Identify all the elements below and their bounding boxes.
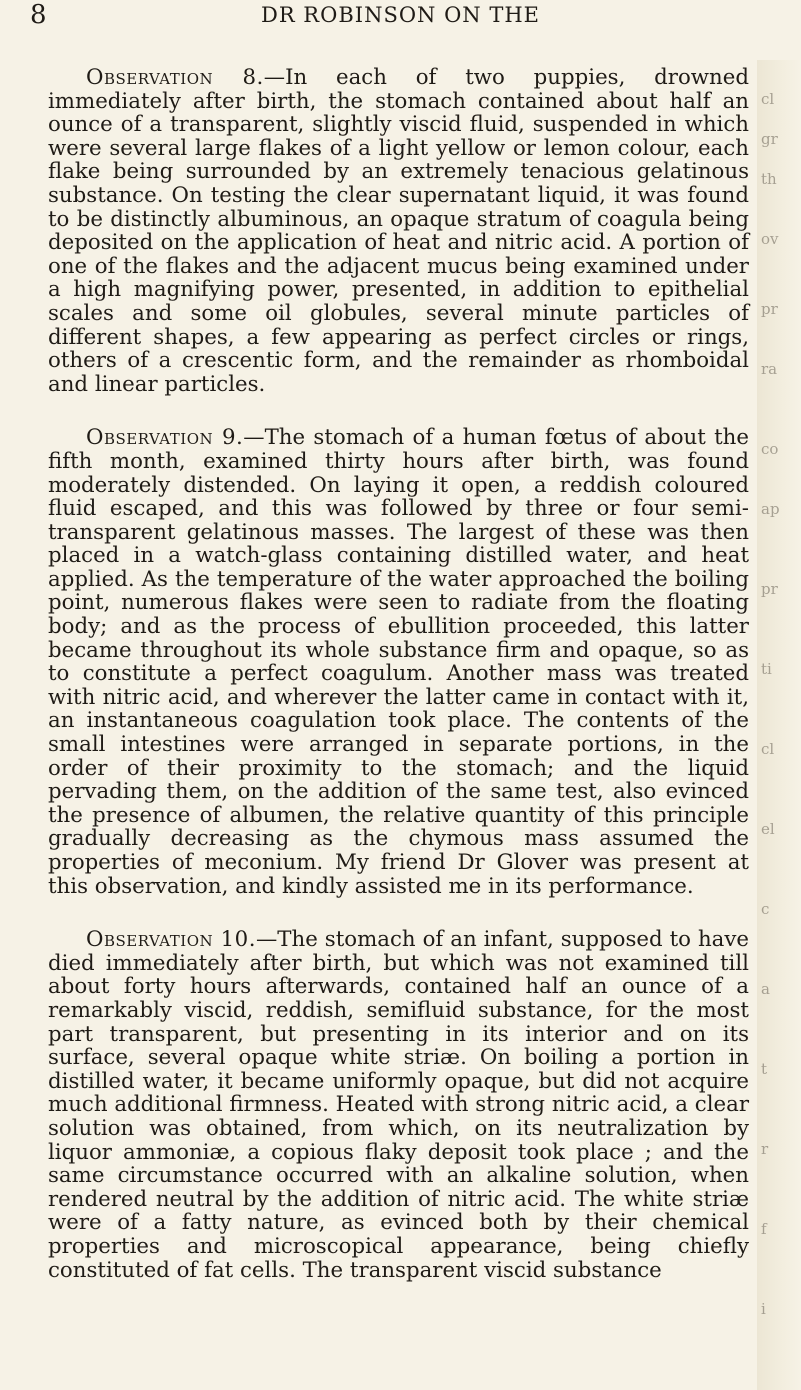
text-column — [48, 66, 749, 1282]
observation-10-paragraph — [48, 928, 749, 1282]
observation-9-heading: Observation 9. — [86, 425, 244, 451]
observation-9-paragraph — [48, 426, 749, 898]
observation-10-text: —The stomach of an infant, supposed to have died immediately after birth, but which was not examined till about forty hours afterwards, contained half an ounce of a remarkably viscid, reddish, semifluid substance, for the most part transparent, but presenting in its interior and on its surface, several opaque white striæ. On boiling a portion in distilled water, it became uniformly opaque, but did not acquire much additional firmness. Heated with strong nitric acid, a clear solution was obtained, from which, on its neutralization by liquor ammoniæ, a copious flaky deposit took place ; and the same circumstance occurred with an alkaline solution, when rendered neutral by the addition of nitric acid. The white striæ were of a fatty nature, as evinced both by their chemical properties and microscopical appearance, being chiefly constituted of fat cells. The transparent viscid substance — [48, 927, 749, 1283]
observation-10-heading: Observation 10. — [86, 927, 256, 953]
page-number: 8 — [30, 0, 47, 30]
observation-9-text: —The stomach of a human fœtus of about the fifth month, examined thirty hours after birth, was found moderately distended. On laying it open, a reddish coloured fluid escaped, and this was followed by three or four semi-transparent gelatinous masses. The largest of these was then placed in a watch-glass containing distilled water, and heat applied. As the temperature of the water approached the boiling point, numerous flakes were seen to radiate from the floating body; and as the process of ebullition proceeded, this latter became throughout its whole substance firm and opaque, so as to constitute a perfect coagulum. Another mass was treated with nitric acid, and wherever the latter came in contact with it, an instantaneous coagulation took place. The contents of the small intestines were arranged in separate portions, in the order of their proximity to the stomach; and the liquid pervading them, on the addition of the same test, also evinced the presence of albumen, the relative quantity of this principle gradually decreasing as the chymous mass assumed the properties of meconium. My friend Dr Glover was present at this observation, and kindly assisted me in its performance. — [48, 425, 749, 899]
observation-8-paragraph — [48, 66, 749, 396]
running-head: DR ROBINSON ON THE — [260, 3, 541, 27]
observation-8-text: —In each of two puppies, drowned immediately after birth, the stomach contained about half an ounce of a transparent, slightly viscid fluid, suspended in which were several large flakes of a light yellow or lemon colour, each flake being surrounded by an extremely tenacious gelatinous substance. On testing the clear supernatant liquid, it was found to be distinctly albuminous, an opaque stratum of coagula being deposited on the application of heat and nitric acid. A portion of one of the flakes and the adjacent mucus being examined under a high magnifying power, presented, in addition to epithelial scales and some oil globules, several minute particles of different shapes, a few appearing as perfect circles or rings, others of a crescentic form, and the remainder as rhomboidal and linear particles. — [48, 65, 749, 397]
facing-page-bleed-through: cl gr th ov pr ra co ap pr ti cl el c a t r f i — [757, 60, 801, 1390]
observation-8-heading: Observation 8. — [86, 65, 264, 90]
